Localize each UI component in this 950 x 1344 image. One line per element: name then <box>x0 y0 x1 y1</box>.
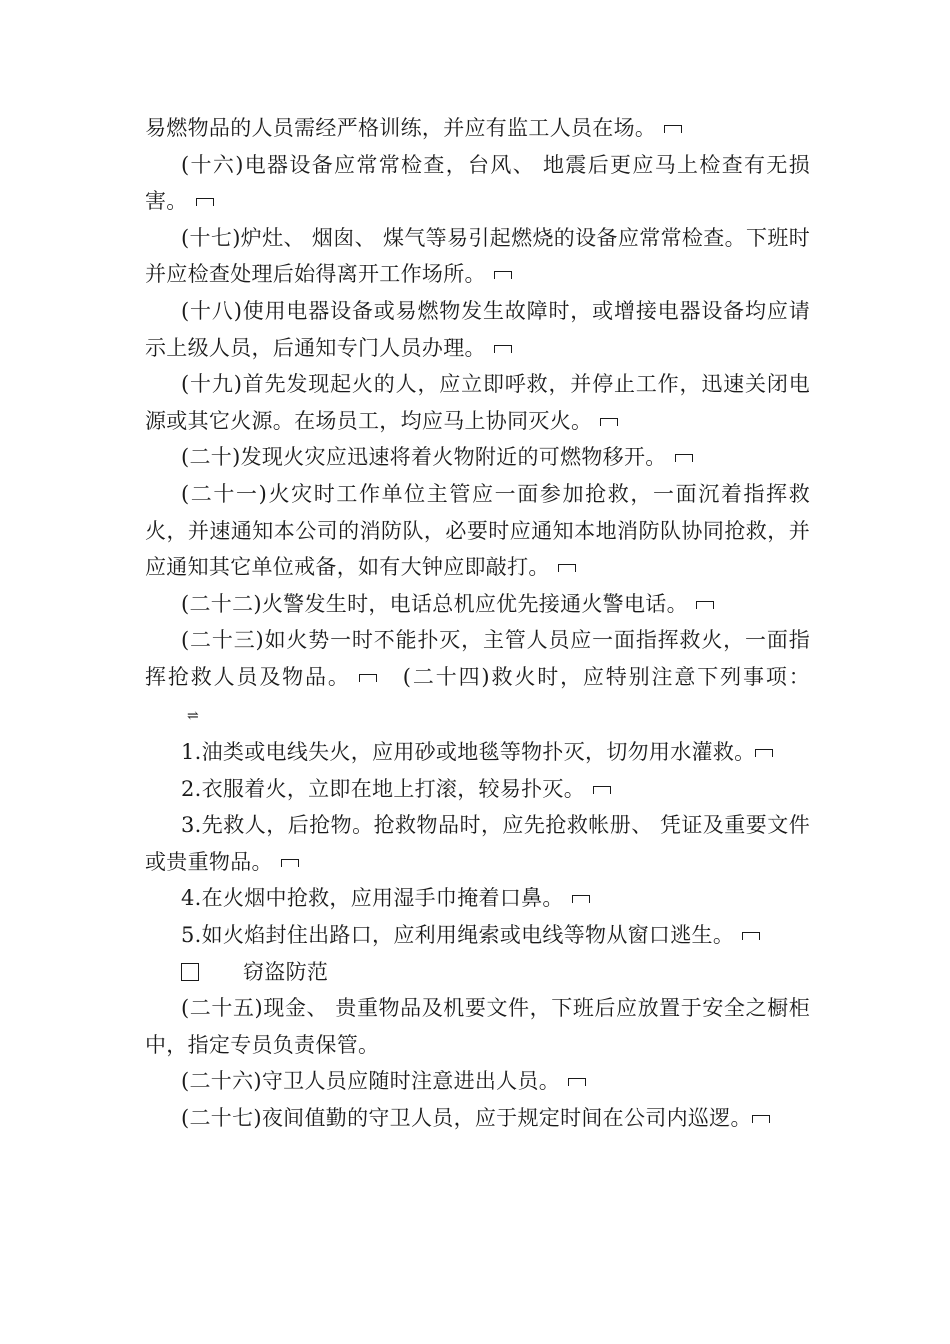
paragraph-mark-icon <box>494 271 512 279</box>
paragraph-mark-icon <box>742 932 760 940</box>
paragraph: (十六)电器设备应常常检查，台风、 地震后更应马上检查有无损害。 <box>145 152 810 214</box>
paragraph-mark-icon <box>494 345 512 353</box>
list-item: 5.如火焰封住出路口，应利用绳索或电线等物从窗口逃生。 <box>145 917 810 954</box>
paragraph: (二十七)夜间值勤的守卫人员，应于规定时间在公司内巡逻。 <box>145 1100 810 1137</box>
paragraph: (二十一)火灾时工作单位主管应一面参加抢救，一面沉着指挥救火，并速通知本公司的消防队，必要时应通知本地消防队协同抢救，并应通知其它单位戒备，如有大钟应即敲打。 <box>145 481 810 580</box>
paragraph: (二十)发现火灾应迅速将着火物附近的可燃物移开。 <box>145 439 810 476</box>
paragraph-mark-icon <box>281 859 299 867</box>
paragraph-mark-icon <box>568 1078 586 1086</box>
paragraph-mark-icon <box>752 1115 770 1123</box>
list-item: 3.先救人，后抢物。抢救物品时，应先抢救帐册、 凭证及重要文件或贵重物品。 <box>145 813 810 874</box>
paragraph-mark-icon <box>755 749 773 757</box>
paragraph-mark-icon <box>664 125 682 133</box>
paragraph-mark-icon <box>359 674 377 682</box>
paragraph: (二十三)如火势一时不能扑灭，主管人员应一面指挥救火，一面指挥抢救人员及物品。 (二十四)救火时，应特别注意下列事项：⇌ <box>145 622 810 734</box>
paragraph-mark-icon <box>593 786 611 794</box>
paragraph-mark-icon <box>696 601 714 609</box>
paragraph-mark-icon <box>600 418 618 426</box>
list-item: 1.油类或电线失火，应用砂或地毯等物扑灭，切勿用水灌救。 <box>145 734 810 771</box>
paragraph: (二十二)火警发生时，电话总机应优先接通火警电话。 <box>145 586 810 623</box>
paragraph: (二十六)守卫人员应随时注意进出人员。 <box>145 1063 810 1100</box>
paragraph: (十九)首先发现起火的人，应立即呼救，并停止工作，迅速关闭电源或其它火源。在场员工，均应马上协同灭火。 <box>145 372 810 433</box>
paragraph: (十八)使用电器设备或易燃物发生故障时，或增接电器设备均应请示上级人员，后通知专门人员办理。 <box>145 298 810 360</box>
section-heading: 窃盗防范 <box>145 954 810 991</box>
paragraph: 易燃物品的人员需经严格训练，并应有监工人员在场。 <box>145 110 810 147</box>
paragraph-mark-icon <box>196 198 214 206</box>
paragraph-mark-icon <box>572 895 590 903</box>
document-page <box>145 110 810 1137</box>
paragraph-mark-icon <box>675 454 693 462</box>
paragraph-end-icon: ⇌ <box>187 707 200 724</box>
empty-box-icon <box>181 963 199 981</box>
paragraph: (十七)炉灶、 烟囱、 煤气等易引起燃烧的设备应常常检查。下班时并应检查处理后始得离开工作场所。 <box>145 225 810 287</box>
paragraph: (二十五)现金、 贵重物品及机要文件，下班后应放置于安全之橱柜中，指定专员负责保管。 <box>145 996 810 1057</box>
list-item: 4.在火烟中抢救，应用湿手巾掩着口鼻。 <box>145 880 810 917</box>
list-item: 2.衣服着火，立即在地上打滚，较易扑灭。 <box>145 771 810 808</box>
paragraph-mark-icon <box>558 564 576 572</box>
